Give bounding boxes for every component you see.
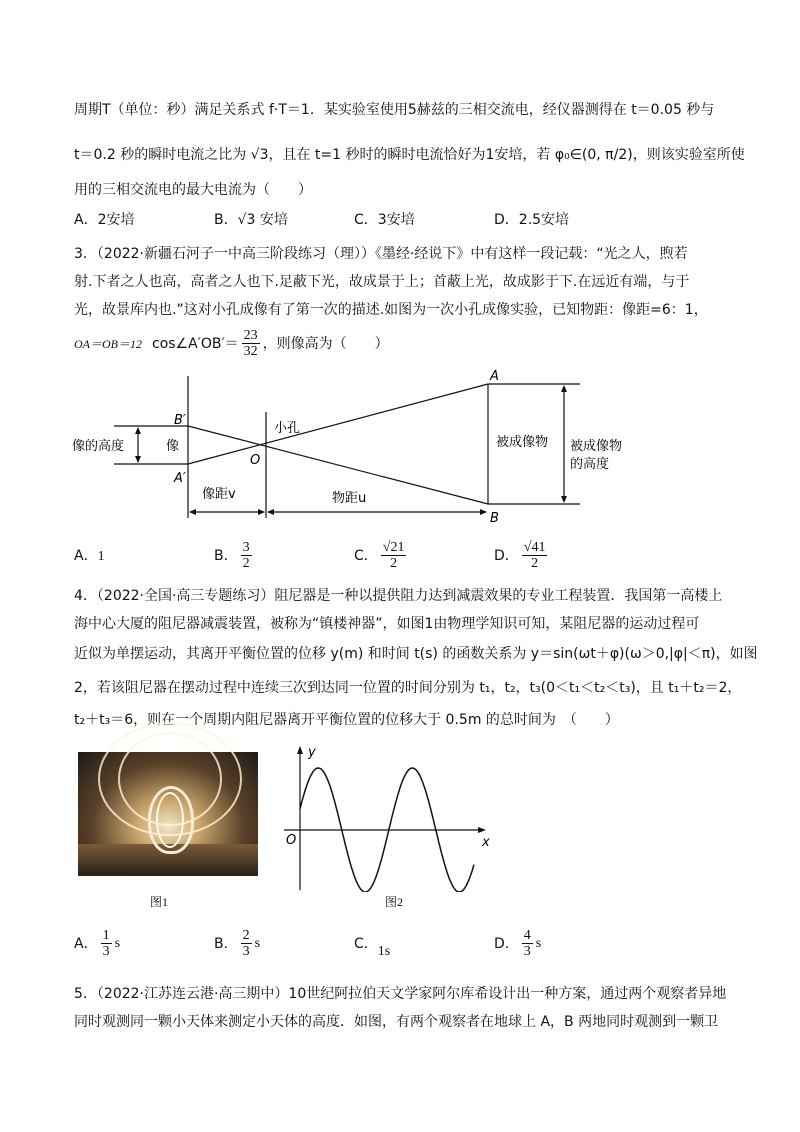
q5-line-2: 同时观测同一颗小天体来测定小天体的高度．如图，有两个观察者在地球上 A，B 两地同时观测到一颗卫 [74,1014,719,1030]
label-image: 像 [166,439,180,454]
point-a: A [490,370,499,384]
q4-line-4: 2，若该阻尼器在摆动过程中连续三次到达同一位置的时间分别为 t₁，t₂，t₃(0＜t₁＜t₂＜t₃)，且 t₁＋t₂＝2， [74,680,742,696]
q4-option-b[interactable]: B． $\frac{2}{3}$ s [214,928,261,959]
origin-label: O [286,833,297,848]
q2-option-a[interactable]: A．2安培 [74,212,135,228]
q4-line-3: 近似为单摆运动，其离开平衡位置的位移 y(m) 和时间 t(s) 的函数关系为 y＝sin(ωt＋φ)(ω＞0,|φ|＜π)，如图 [74,646,758,662]
q4-option-d[interactable]: D． $\frac{4}{3}$ s [494,928,542,959]
q3-condition-oa-ob: OA＝OB＝12 [74,336,142,351]
point-b: B [490,511,499,526]
point-a-prime: A′ [174,471,186,486]
damper-photo [78,752,258,876]
point-o: O [250,453,261,468]
fig2-caption: 图2 [385,895,404,909]
label-image-distance: 像距v [202,487,236,502]
label-object-distance: 物距u [332,491,367,506]
label-object-height-2: 的高度 [570,457,610,472]
q4-option-a[interactable]: A． $\frac{1}{3}$ s [74,928,121,959]
q5-line-1: 5．（2022·江苏连云港·高三期中）10世纪阿拉伯天文学家阿尔库希设计出一种方案，通过两个观察者异地 [74,986,727,1002]
q3-cos-fraction: $\frac{23}{32}$ [243,328,258,359]
q3-line-1: 3．（2022·新疆石河子一中高三阶段练习（理））《墨经·经说下》中有这样一段记载：“光之人，煦若 [74,246,688,262]
q2-line-2: t＝0.2 秒的瞬时电流之比为 √3，且在 t=1 秒时的瞬时电流恰好为1安培，若 φ₀∈(0, π/2)，则该实验室所使 [74,147,745,163]
q4-line-5: t₂＋t₃＝6，则在一个周期内阻尼器离开平衡位置的位移大于 0.5m 的总时间为 （ ） [74,712,619,728]
label-image-height: 像的高度 [72,439,125,454]
label-pinhole: 小孔 [274,421,301,436]
q3-option-d[interactable]: D． $\frac{√41}{2}$ [494,540,546,571]
sine-graph [278,742,508,892]
q3-option-b[interactable]: B． $\frac{3}{2}$ [214,540,250,571]
q3-line-3: 光，故景库内也.”这对小孔成像有了第一次的描述.如图为一次小孔成像实验，已知物距：像距=6：1， [74,302,708,318]
q3-line-2: 射.下者之人也高，高者之人也下.足蔽下光，故成景于上；首蔽上光，故成影于下.在远近有端，与于 [74,274,690,290]
q3-condition: OA＝OB＝12 cos∠A′OB′＝ $\frac{23}{32}$ ，则像高为（ ） [74,328,389,359]
q4-line-1: 4．（2022·全国·高三专题练习）阻尼器是一种以提供阻力达到减震效果的专业工程装置．我国第一高楼上 [74,588,723,604]
label-object-height-1: 被成像物 [570,439,623,454]
axis-y-label: y [308,745,316,760]
q4-option-c[interactable]: C． 1s [354,936,391,959]
q2-option-c[interactable]: C．3安培 [354,212,415,228]
pinhole-figure [70,370,630,530]
point-b-prime: B′ [174,413,186,428]
y-axis-arrow [297,746,303,754]
label-object: 被成像物 [496,435,549,450]
q2-option-b[interactable]: B．√3 安培 [214,212,288,228]
fig1-caption: 图1 [150,895,169,909]
q3-option-a[interactable]: A．1 [74,548,105,564]
q3-option-c[interactable]: C． $\frac{√21}{2}$ [354,540,405,571]
ray-a-to-aprime [188,384,488,464]
x-axis-arrow [478,827,486,833]
q4-line-2: 海中心大厦的阻尼器减震装置，被称为“镇楼神器”，如图1由物理学知识可知，某阻尼器的运动过程可 [74,616,700,632]
q2-line-3: 用的三相交流电的最大电流为（ ） [74,182,312,198]
axis-x-label: x [482,835,490,850]
q2-option-d[interactable]: D．2.5安培 [494,212,570,228]
q2-line-1: 周期T（单位：秒）满足关系式 f·T＝1．某实验室使用5赫兹的三相交流电，经仪器测得在 t＝0.05 秒与 [74,102,715,118]
